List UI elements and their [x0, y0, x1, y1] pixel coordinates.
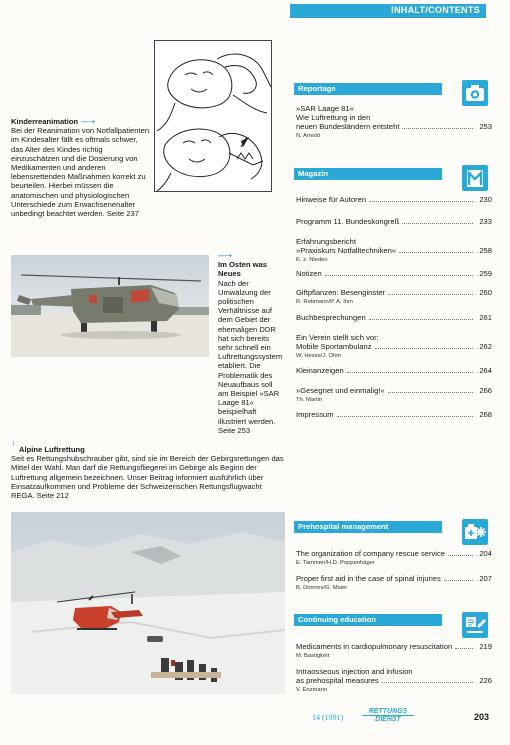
- entry-page: 204: [479, 549, 492, 558]
- entry-title: Mobile Sportambulanz: [296, 342, 372, 351]
- entry-title: Proper first aid in the case of spinal injuries: [296, 574, 441, 583]
- entry-page: 258: [479, 246, 492, 255]
- page-number: 203: [474, 712, 490, 722]
- toc-entry[interactable]: [296, 642, 492, 661]
- entry-author: V. Enzmann: [296, 687, 328, 693]
- entry-page: 268: [479, 410, 492, 419]
- entry-title: Programm 11. Bundeskongreß: [296, 217, 400, 226]
- section-continuing-header: [294, 614, 442, 626]
- entry-author: Th. Martin: [296, 397, 323, 403]
- entry-page: 219: [479, 642, 492, 651]
- feature-alpine-luftrettung: [11, 437, 287, 501]
- entry-page: 226: [479, 676, 492, 685]
- section-label: Continuing education: [298, 615, 377, 624]
- entry-title: neuen Bundesländern entsteht: [296, 122, 400, 131]
- entry-title: »Gesegnet und einmalig!«: [296, 386, 385, 395]
- issue-number: 14 (1991): [312, 713, 344, 722]
- feature-body: Seit es Rettungshubschrauber gibt, sind sie im Bereich der Gebirgsrettungen das Mittel der Wahl. Man darf die Rettungsfliegerei im Gebirge als Beginn der Luftrettung allgemein bezeichnen. Unser Beitrag informiert ausführlich über Einsatzaufkommen und Probleme der Schweizerischen Rettungsflugwacht REGA. Seite 212: [11, 454, 284, 501]
- entry-author: R. Rebmann/P. A. Ihm: [296, 299, 353, 305]
- toc-entry[interactable]: [296, 269, 492, 278]
- entry-author: M. Bastigkeit: [296, 653, 330, 659]
- entry-line: »SAR Laage 81«: [296, 104, 354, 113]
- entry-page: 233: [479, 217, 492, 226]
- entry-title: Impressum: [296, 410, 334, 419]
- header-label: INHALT/CONTENTS: [391, 5, 480, 15]
- feature-title: Alpine Luftrettung: [19, 445, 85, 454]
- entry-title: Giftpflanzen: Besenginster: [296, 288, 386, 297]
- entry-page: 253: [479, 122, 492, 131]
- entry-line: Erfahrungsbericht: [296, 237, 356, 246]
- feature-kinderreanimation: [11, 117, 151, 218]
- entry-line: Intraosseous injection and infusion: [296, 667, 413, 676]
- entry-title: Buchbesprechungen: [296, 313, 366, 322]
- entry-page: 207: [479, 574, 492, 583]
- toc-entry[interactable]: [296, 313, 492, 322]
- arrow-right-icon: —➝: [218, 251, 232, 260]
- entry-author: K. z. Nieden: [296, 257, 328, 263]
- logo-line: RETTUNGS: [362, 708, 414, 716]
- entry-author: E. Tammen/H.D. Poppenhäger: [296, 560, 375, 566]
- feature-title: Kinderreanimation: [11, 117, 79, 126]
- entry-title: as prehospital measures: [296, 676, 379, 685]
- section-reportage-header: [294, 83, 442, 95]
- entry-author: N. Arnold: [296, 133, 320, 139]
- rettungsdienst-logo: [362, 708, 414, 722]
- resuscitation-illustration: [154, 40, 272, 192]
- magazine-icon: [462, 165, 488, 191]
- arrow-right-icon: —➝: [81, 117, 96, 126]
- entry-author: B. Domres/G. Maier: [296, 585, 348, 591]
- toc-entry[interactable]: [296, 549, 492, 568]
- toc-entry[interactable]: [296, 333, 492, 361]
- feature-im-osten: [218, 251, 284, 435]
- feature-body: Bei der Reanimation von Notfallpatienten im Kindesalter fällt es oftmals schwer, das Alter des Kindes richtig einzuschätzen und die Dosierung von Medikamenten und anderen lebensrettenden Maßnahmen korrekt zu beurteilen. Hierbei müssen die anatomischen und physiologischen Unterschiede zum Erwachsenenalter unbedingt beachtet werden. Seite 237: [11, 126, 150, 219]
- arrow-down-icon: ↓: [11, 437, 16, 447]
- logo-line: DIENST: [375, 716, 401, 723]
- section-prehospital-header: [294, 521, 442, 533]
- entry-author: W. Hesse/J. Ohm: [296, 353, 342, 359]
- toc-entry[interactable]: [296, 574, 492, 593]
- section-label: Magazin: [298, 169, 328, 178]
- entry-line: Wie Luftrettung in den: [296, 113, 371, 122]
- camera-icon: [462, 80, 488, 106]
- section-magazin-header: [294, 168, 442, 180]
- toc-entry[interactable]: [296, 386, 492, 405]
- entry-page: 262: [479, 342, 492, 351]
- medical-services-icon: [462, 519, 488, 545]
- toc-entry[interactable]: [296, 195, 492, 204]
- mountain-rescue-photo: [11, 512, 285, 694]
- entry-page: 260: [479, 288, 492, 297]
- education-icon: [462, 612, 488, 638]
- toc-entry[interactable]: [296, 104, 492, 141]
- section-label: Prehospital management: [298, 522, 389, 531]
- toc-entry[interactable]: [296, 288, 492, 307]
- entry-page: 266: [479, 386, 492, 395]
- header-band: [290, 4, 486, 18]
- entry-title: Notizen: [296, 269, 322, 278]
- toc-entry[interactable]: [296, 217, 492, 226]
- entry-page: 259: [479, 269, 492, 278]
- toc-entry[interactable]: [296, 667, 492, 695]
- section-label: Reportage: [298, 84, 336, 93]
- entry-page: 261: [479, 313, 492, 322]
- feature-body: Nach der Umwälzung der politischen Verhältnisse auf dem Gebiet der ehemaligen DDR hat sich bereits sehr schnell ein Luftrettungssystem etabliert. Die Problematik des Neuaufbaus soll am Beispiel »SAR Laage 81« beispielhaft illustriert werden. Seite 253: [218, 278, 283, 435]
- entry-title: Kleinanzeigen: [296, 366, 344, 375]
- entry-page: 230: [479, 195, 492, 204]
- entry-title: The organization of company rescue service: [296, 549, 445, 558]
- entry-title: Medicaments in cardiopulmonary resuscitation: [296, 642, 453, 651]
- helicopter-airfield-photo: [11, 255, 209, 357]
- toc-entry[interactable]: [296, 366, 492, 375]
- entry-title: »Praxiskurs Notfalltechniken«: [296, 246, 397, 255]
- entry-page: 264: [479, 366, 492, 375]
- toc-entry[interactable]: [296, 237, 492, 265]
- feature-title: Im Osten was Neues: [218, 260, 267, 279]
- entry-line: Ein Verein stellt sich vor:: [296, 333, 379, 342]
- toc-entry[interactable]: [296, 410, 492, 419]
- entry-title: Hinweise für Autoren: [296, 195, 367, 204]
